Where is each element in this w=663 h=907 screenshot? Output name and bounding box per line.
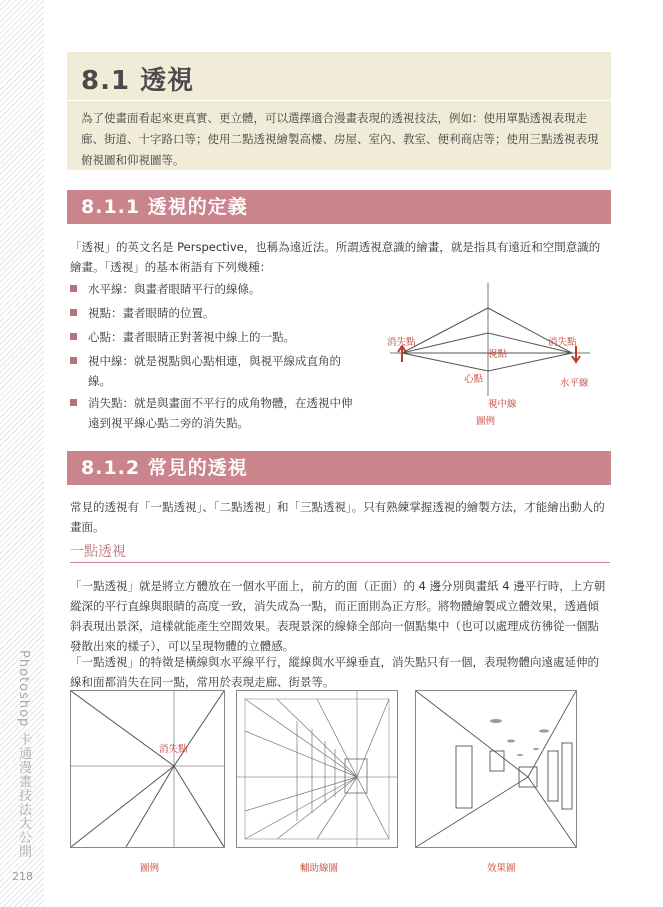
list-item: 視點：畫者眼睛的位置。 [70,303,360,323]
section-title-8-1-2: 8.1.2 常見的透視 [67,451,611,485]
chapter-divider [67,100,611,101]
diagram-caption: 圖例 [476,416,496,427]
page-number: 218 [12,870,33,883]
subheading-one-point: 一點透視 [70,544,126,560]
vanishing-point-left-label: 消失點 [387,337,416,348]
figure-caption-example: 圖例 [140,863,160,874]
one-point-paragraph-2: 「一點透視」的特徵是橫線與水平線平行，縱線與水平線垂直，消失點只有一個，表現物體向遠處延伸的線和面都消失在同一點，常用於表現走廊、街景等。 [70,655,599,689]
center-point-label: 心點 [464,374,484,385]
figure-guide-lines [236,690,398,848]
list-item: 視中線：就是視點與心點相連，與視平線成直角的線。 [70,351,355,391]
section2-paragraph: 常見的透視有「一點透視」、「二點透視」和「三點透視」。只有熟練掌握透視的繪製方法，才能繪出動人的畫面。 [70,500,605,534]
corridor-guide-lines-drawing [237,691,397,847]
vanishing-point-right-label: 消失點 [548,337,577,348]
bullet-marker [70,357,77,364]
section-title-8-1-1: 8.1.1 透視的定義 [67,190,611,224]
figure-example [70,690,225,848]
vanishing-point-label: 消失點 [159,744,188,755]
list-item: 消失點：就是與畫面不平行的成角物體，在透視中伸遠到視平線心點二旁的消失點。 [70,393,355,433]
bullet-marker [70,399,77,406]
figure-result [415,690,577,848]
book-title-vertical: Photoshop 卡通漫畫技法大公開 [16,650,31,859]
section1-paragraph: 「透視」的英文名是 Perspective，也稱為遠近法。所謂透視意識的繪畫，就是指具有遠近和空間意識的繪畫。「透視」的基本術語有下列幾種： [70,240,601,274]
figure-caption-result: 效果圖 [487,863,516,874]
one-point-example-drawing [71,691,224,847]
corridor-result-drawing [416,691,576,847]
figure-caption-guide-lines: 輔助線圖 [300,863,339,874]
chapter-title: 8.1 透視 [81,66,195,96]
bullet-marker [70,333,77,340]
list-item: 水平線：與畫者眼睛平行的線條。 [70,279,360,299]
perspective-rhombus [402,308,572,371]
bullet-marker [70,285,77,292]
center-line-label: 視中線 [488,399,517,410]
viewpoint-label: 視點 [488,349,508,360]
horizon-label: 水平線 [560,378,589,389]
list-item: 心點：畫者眼睛正對著視中線上的一點。 [70,327,360,347]
subheading-underline [70,562,610,563]
one-point-paragraph-1: 「一點透視」就是將立方體放在一個水平面上，前方的面（正面）的 4 邊分別與畫紙 4 邊平行時，上方朝縱深的平行直線與眼睛的高度一致，消失成為一點，而正面則為正方形。將物體繪製成立體效果，透過傾斜表現出景深，這樣就能產生空間效果。表現景深的線條全部向一個點集中（也可以處理成彷彿從一個點發散出來的樣子），可以呈現物體的立體感。 [70,579,606,653]
chapter-intro: 為了使畫面看起來更真實、更立體，可以選擇適合漫畫表現的透視技法，例如：使用單點透視表現走廊、街道、十字路口等；使用二點透視繪製高樓、房屋、室內、教室、便利商店等；使用三點透視表現俯視圖和仰視圖等。 [81,111,599,167]
bullet-marker [70,309,77,316]
